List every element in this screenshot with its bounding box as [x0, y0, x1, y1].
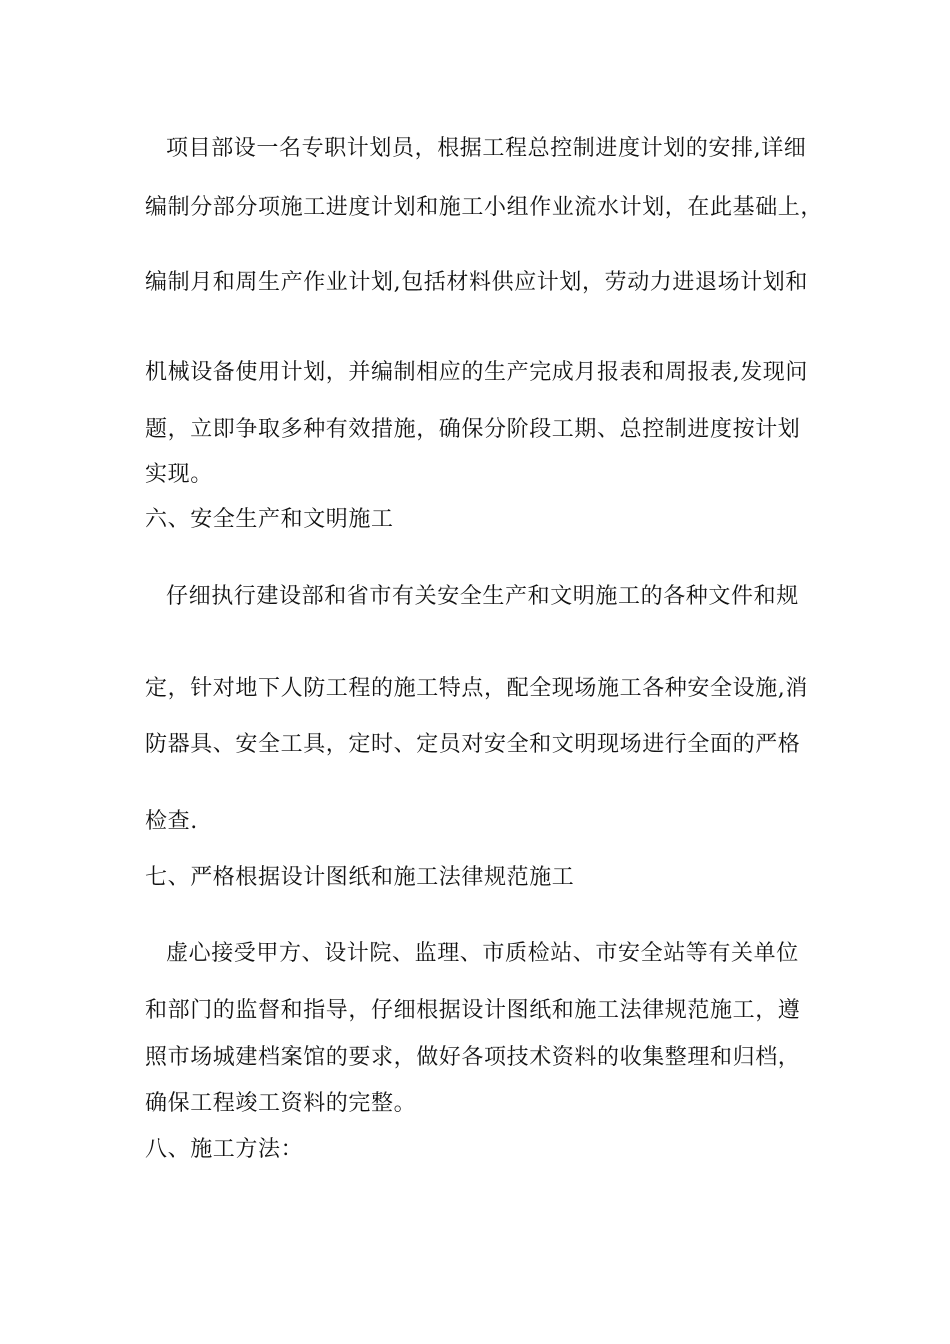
paragraph-line: 题，立即争取多种有效措施，确保分阶段工期、总控制进度按计划 [145, 417, 801, 442]
paragraph-line: 确保工程竣工资料的完整。 [145, 1091, 417, 1116]
paragraph-line: 实现。 [145, 462, 213, 487]
paragraph-line: 和部门的监督和指导，仔细根据设计图纸和施工法律规范施工，遵 [145, 998, 801, 1023]
paragraph-line: 编制分部分项施工进度计划和施工小组作业流水计划，在此基础上， [145, 195, 824, 220]
paragraph-line: 防器具、安全工具，定时、定员对安全和文明现场进行全面的严格 [145, 732, 801, 757]
section-heading: 七、严格根据设计图纸和施工法律规范施工 [145, 865, 575, 890]
section-heading: 八、施工方法： [145, 1137, 304, 1162]
paragraph-line: 虚心接受甲方、设计院、监理、市质检站、市安全站等有关单位 [166, 941, 799, 966]
paragraph-line: 项目部设一名专职计划员，根据工程总控制进度计划的安排,详细 [166, 136, 807, 161]
section-heading: 六、安全生产和文明施工 [145, 507, 394, 532]
paragraph-line: 照市场城建档案馆的要求，做好各项技术资料的收集整理和归档， [145, 1045, 801, 1070]
paragraph-line: 仔细执行建设部和省市有关安全生产和文明施工的各种文件和规 [166, 584, 799, 609]
paragraph-line: 定，针对地下人防工程的施工特点，配全现场施工各种安全设施,消 [145, 676, 808, 701]
paragraph-line: 检查. [145, 809, 198, 834]
paragraph-line: 机械设备使用计划，并编制相应的生产完成月报表和周报表,发现问 [145, 360, 808, 385]
paragraph-line: 编制月和周生产作业计划,包括材料供应计划，劳动力进退场计划和 [145, 270, 808, 295]
